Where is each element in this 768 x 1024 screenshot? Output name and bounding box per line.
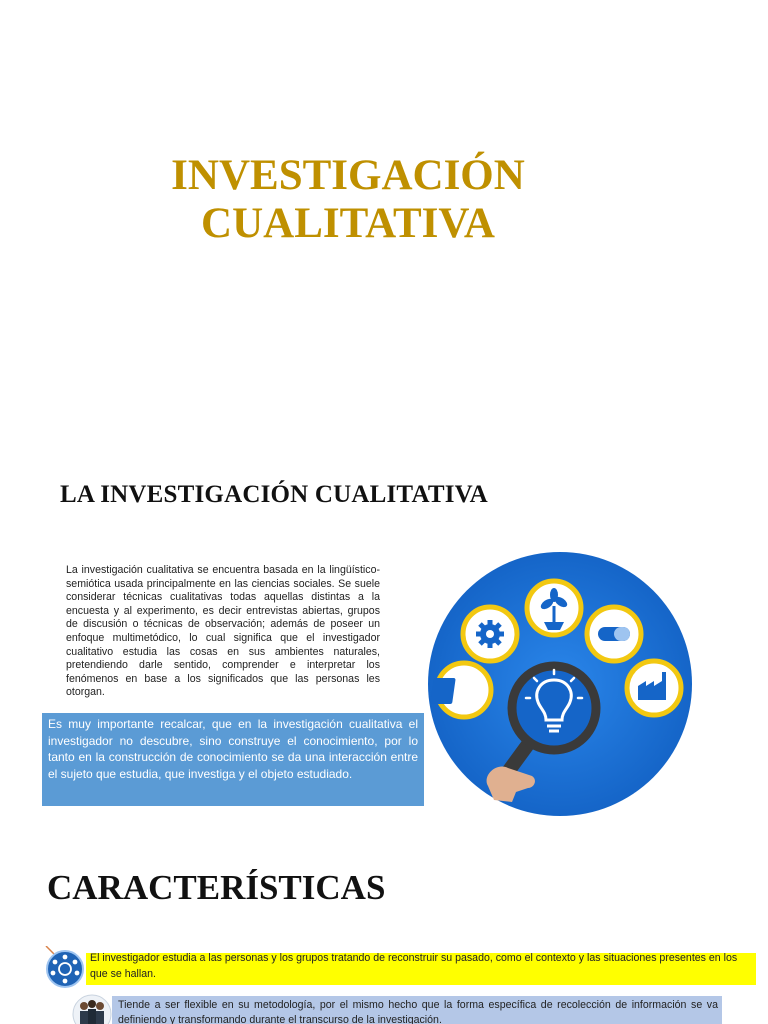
section-heading-caracteristicas: CARACTERÍSTICAS <box>47 868 386 907</box>
characteristic-text-1: El investigador estudia a las personas y los grupos tratando de reconstruir su pasado, como el contexto y las situaciones presentes en los que se hallan. <box>90 952 738 980</box>
page-title <box>0 152 696 248</box>
intro-paragraph: La investigación cualitativa se encuentra basada en la lingüístico-semiótica usada principalmente en las ciencias sociales. Se suele considerar técnicas cualitativas todas aquellas distintas a la encuesta y al experimento, es decir entrevistas abiertas, grupos de discusión o técnicas de observación; además de poseer un enfoque multimetódico, lo cual significa que el investigador cualitativo estudia las cosas en sus ambientes naturales, pretendiendo darle sentido, comprender e interpretar los fenómenos en base a los significados que las personas les otorgan. <box>66 564 380 699</box>
title-line-1: INVESTIGACIÓN <box>171 152 525 199</box>
pill-icon <box>587 607 641 661</box>
people-icon <box>72 994 112 1024</box>
highlight-box: Es muy importante recalcar, que en la investigación cualitativa el investigador no descubre, sino construye el conocimiento, por lo tanto en la construcción de conocimiento se da una interacción entre el sujeto que estudia, que investiga y el objeto estudiado. <box>42 713 424 806</box>
factory-icon <box>627 661 681 715</box>
title-line-2: CUALITATIVA <box>201 200 495 247</box>
characteristic-text-2: Tiende a ser flexible en su metodología, por el mismo hecho que la forma específica de recolección de información se va definiendo y transformando durante el transcurso de la investigación. <box>118 999 718 1024</box>
gear-icon <box>463 607 517 661</box>
idea-circle-icon <box>44 946 86 988</box>
research-illustration <box>424 548 696 820</box>
characteristic-item-1 <box>44 944 738 990</box>
characteristic-item-2 <box>72 994 722 1024</box>
section-heading-investigacion: LA INVESTIGACIÓN CUALITATIVA <box>60 481 488 508</box>
plant-icon <box>527 581 581 635</box>
